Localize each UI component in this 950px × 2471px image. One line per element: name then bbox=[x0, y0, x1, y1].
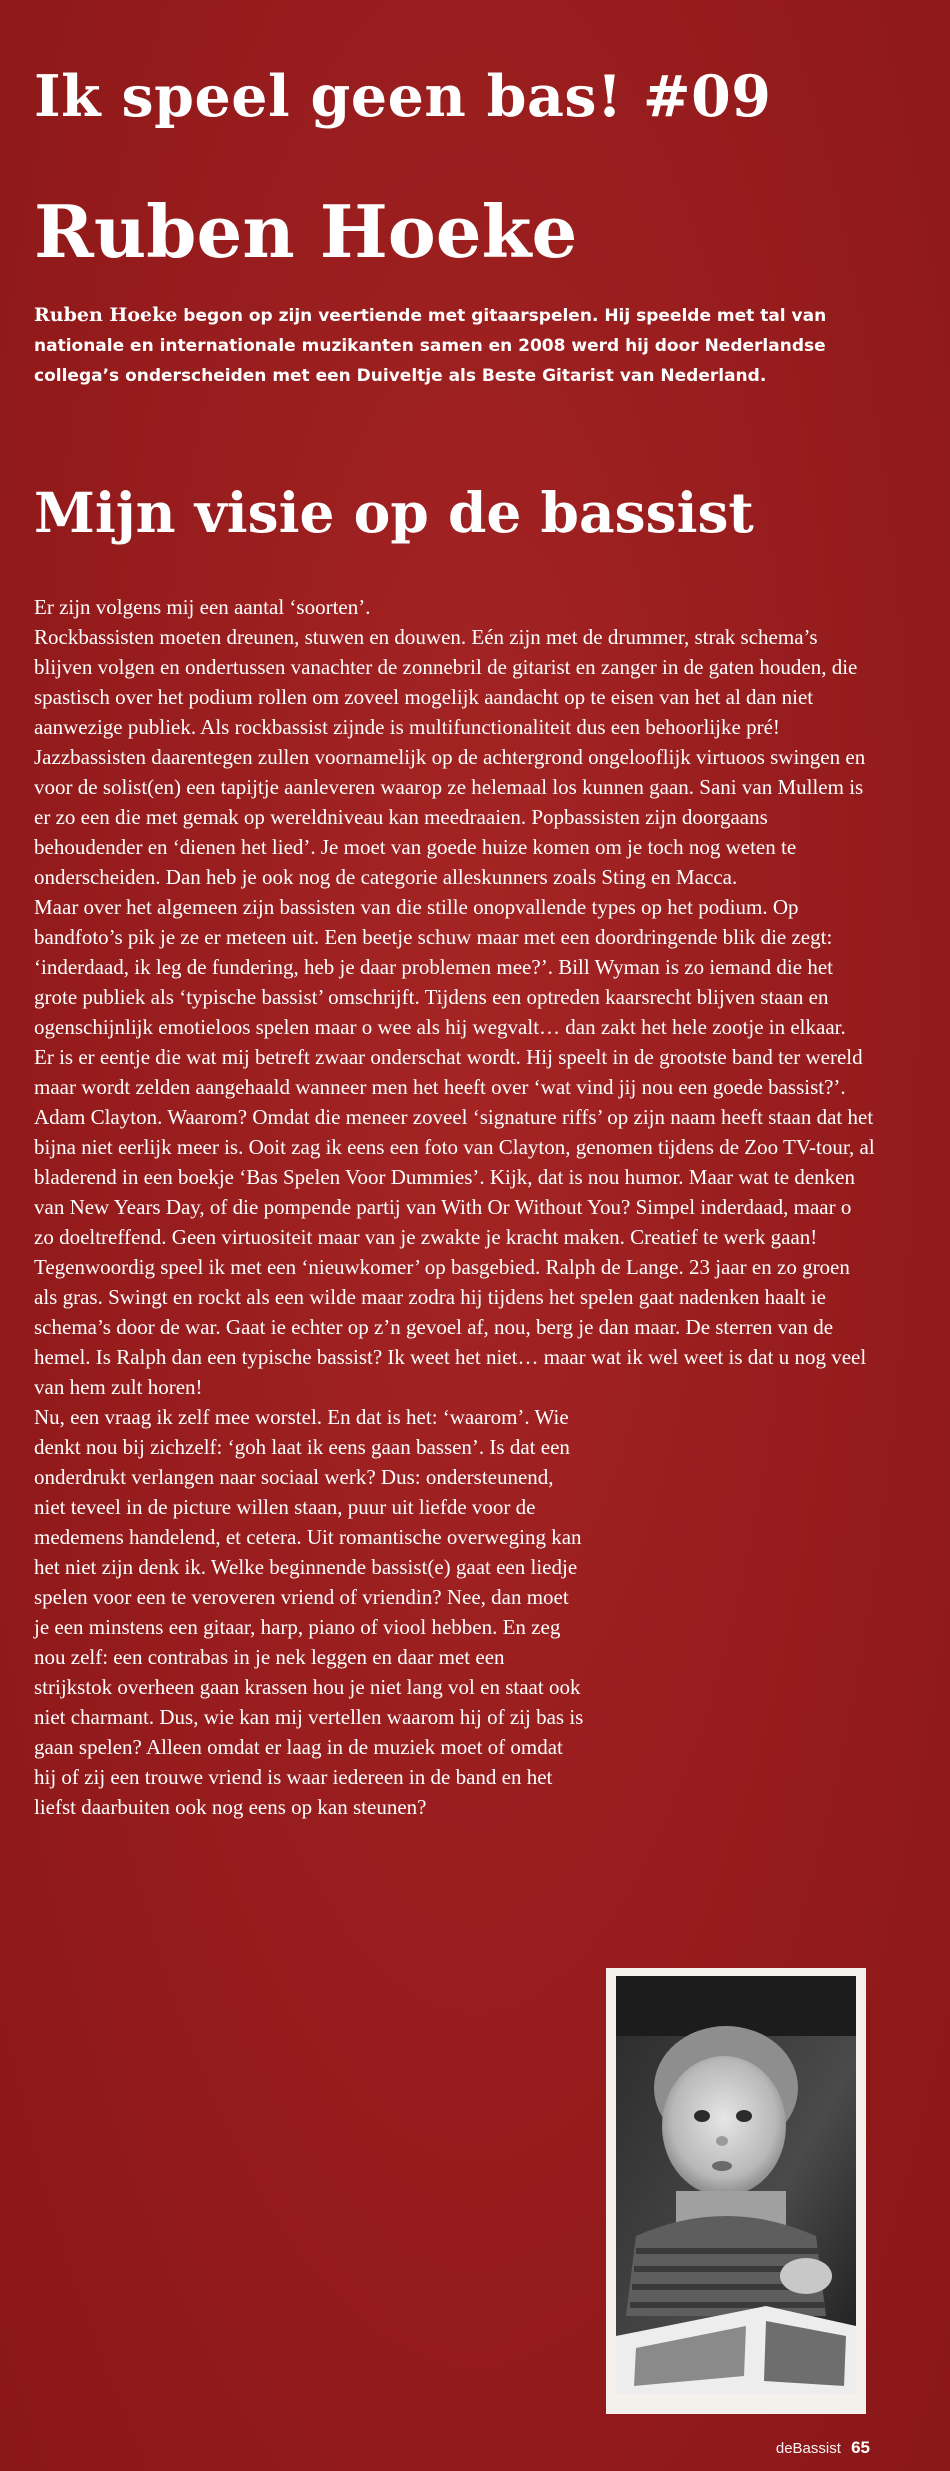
intro-body: begon op zijn veertiende met gitaarspelen. Hij speelde met tal van nationale en internationale muzikanten samen en 2008 werd hij door Nederlandse collega’s onderscheiden met een Duiveltje als Beste Gitarist van Nederland. bbox=[34, 306, 827, 386]
series-title: Ik speel geen bas! #09 bbox=[34, 63, 772, 130]
article-paragraph: Nu, een vraag ik zelf mee worstel. En dat is het: ‘waarom’. Wie denkt nou bij zichzelf: ‘goh laat ik eens gaan bassen’. Is dat een onderdrukt verlangen naar sociaal werk? Dus: ondersteunend, niet teveel in de picture willen staan, puur uit liefde voor de medemens handelend, et cetera. Uit romantische overweging kan het niet zijn denk ik. Welke beginnende bassist(e) gaat een liedje spelen voor een te veroveren vriend of vriendin? Nee, dan moet je een minstens een gitaar, harp, piano of viool hebben. En zeg nou zelf: een contrabas in je nek leggen en daar met een strijkstok overheen gaan krassen hou je niet lang vol en staat ook niet charmant. Dus, wie kan mij vertellen waarom hij of zij bas is gaan spelen? Alleen omdat er laag in de muziek moet of omdat hij of zij een trouwe vriend is waar iedereen in de band en het liefst daarbuiten ook nog eens op kan steunen? bbox=[34, 1405, 584, 1819]
child-portrait-icon bbox=[616, 1976, 856, 2394]
article-body bbox=[34, 592, 876, 1822]
artist-name: Ruben Hoeke bbox=[34, 189, 578, 274]
magazine-name: deBassist bbox=[775, 2440, 841, 2457]
article-paragraph: Maar over het algemeen zijn bassisten van die stille onopvallende types op het podium. Op bandfoto’s pik je ze er meteen uit. Een beetje schuw maar met een doordringende blik die zegt: ‘inderdaad, ik leg de fundering, heb je daar problemen mee?’. Bill Wyman is zo iemand die het grote publiek als ‘typische bassist’ omschrijft. Tijdens een optreden kaarsrecht blijven staan en ogenschijnlijk emotieloos spelen maar o wee als hij wegvalt… dan zakt het hele zootje in elkaar. bbox=[34, 895, 846, 1039]
article-paragraph: Rockbassisten moeten dreunen, stuwen en douwen. Eén zijn met de drummer, strak schema’s blijven volgen en ondertussen vanachter de zonnebril de gitarist en zanger in de gaten houden, die spastisch over het podium rollen om zoveel mogelijk aandacht op te eisen van het al dan niet aanwezige publiek. Als rockbassist zijnde is multifunctionaliteit dus een behoorlijke pré! Jazzbassisten daarentegen zullen voornamelijk op de achtergrond ongelooflijk virtuoos swingen en voor de solist(en) een tapijtje aanleveren waarop ze helemaal los kunnen gaan. Sani van Mullem is er zo een die met gemak op wereldniveau kan meedraaien. Popbassisten zijn doorgaans behoudender en ‘dienen het lied’. Je moet van goede huize komen om je toch nog weten te onderscheiden. Dan heb je ook nog de categorie alleskunners zoals Sting en Macca. bbox=[34, 625, 866, 889]
article-paragraph: Er is er eentje die wat mij betreft zwaar onderschat wordt. Hij speelt in de grootste band ter wereld maar wordt zelden aangehaald wanneer men het heeft over ‘wat vind jij nou een goede bassist?’. bbox=[34, 1045, 863, 1099]
photo-image bbox=[616, 1976, 856, 2394]
intro-name: Ruben Hoeke bbox=[34, 304, 178, 326]
article-heading: Mijn visie op de bassist bbox=[34, 480, 754, 545]
page-number: 65 bbox=[851, 2438, 870, 2457]
intro-text bbox=[34, 300, 854, 391]
child-portrait-photo bbox=[606, 1968, 866, 2414]
article-paragraph: Adam Clayton. Waarom? Omdat die meneer zoveel ‘signature riffs’ op zijn naam heeft staan dat het bijna niet eerlijk meer is. Ooit zag ik eens een foto van Clayton, genomen tijdens de Zoo TV-tour, al bladerend in een boekje ‘Bas Spelen Voor Dummies’. Kijk, dat is nou humor. Maar wat te denken van New Years Day, of die pompende partij van With Or Without You? Simpel inderdaad, maar o zo doeltreffend. Geen virtuositeit maar van je zwakte je kracht maken. Creatief te werk gaan! Tegenwoordig speel ik met een ‘nieuwkomer’ op basgebied. Ralph de Lange. 23 jaar en zo groen als gras. Swingt en rockt als een wilde maar zodra hij tijdens het spelen gaat nadenken haalt ie schema’s door de war. Gaat ie echter op z’n gevoel af, nou, berg je dan maar. De sterren van de hemel. Is Ralph dan een typische bassist? Ik weet het niet… maar wat ik wel weet is dat u nog veel van hem zult horen! bbox=[34, 1105, 875, 1399]
page-footer bbox=[776, 2438, 870, 2458]
article-paragraph: Er zijn volgens mij een aantal ‘soorten’. bbox=[34, 595, 371, 619]
photo-float-spacer bbox=[584, 1402, 876, 1822]
